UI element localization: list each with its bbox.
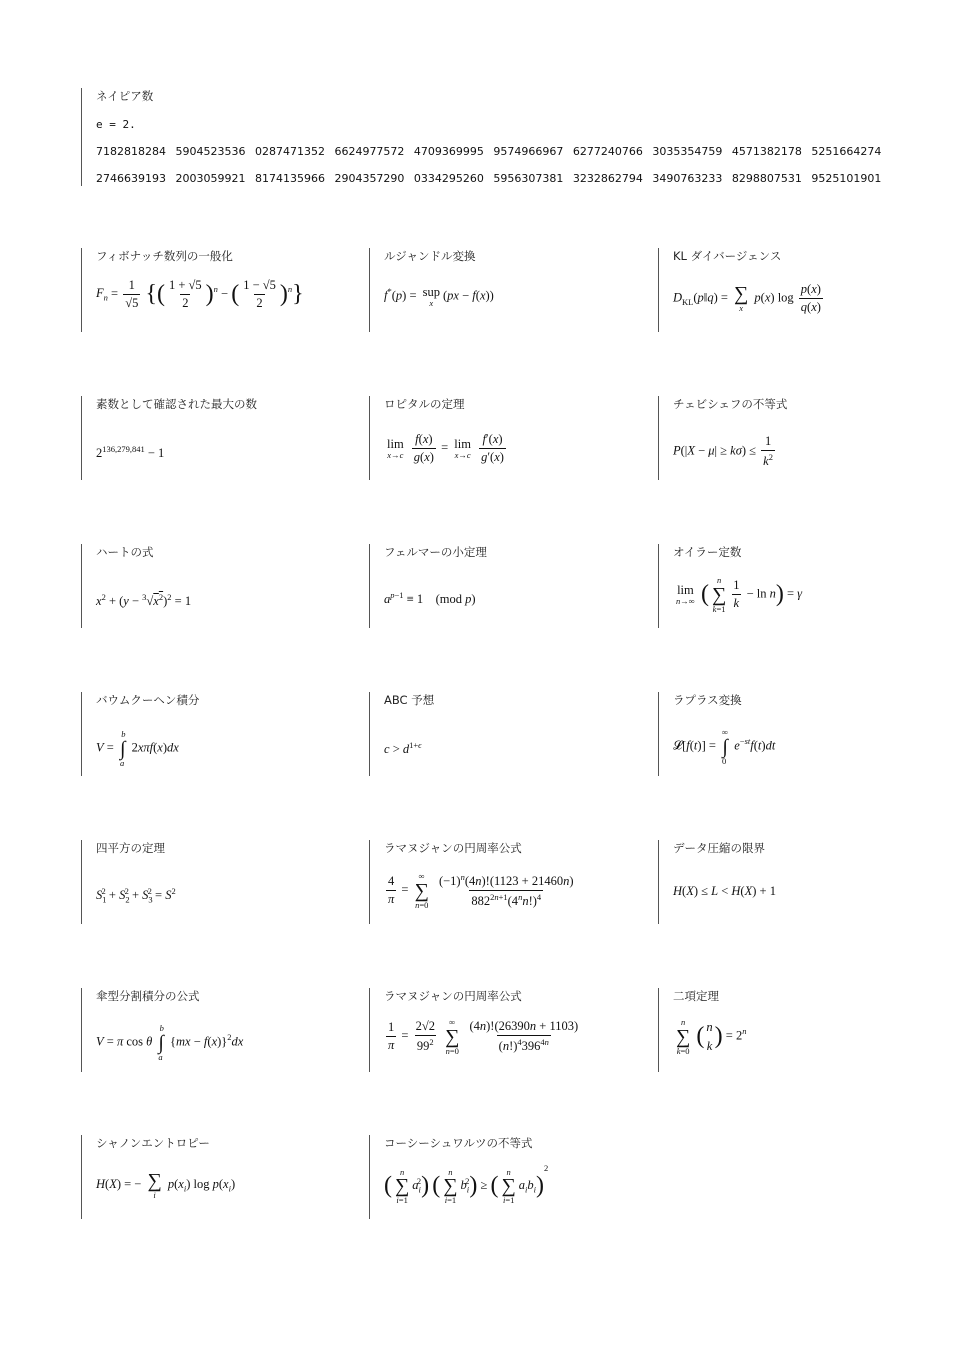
napier-block [81,88,881,186]
napier-digits-line1: 7182818284 5904523536 0287471352 6624977572 4709369995 9574966967 6277240766 3035354759 4571382178 5251664274 [96,145,882,158]
baumkuchen-formula: V = b ∫ a 2xπf(x)dx [96,729,179,768]
fermat-block [369,544,649,628]
legendre-formula: f*(p) = sup x (px − f(x)) [384,285,494,308]
prime-exponent: 136,279,841 [102,444,145,454]
ramanujan1-block [369,840,649,924]
fibonacci-formula: $F_n$ = $\frac{1}{√5}$ {( $\frac{1 + √5}{2}$ )$^n$ − ( $\frac{1 - √5}{2}$ )$^n$} [96,278,304,310]
fibonacci-block [81,248,361,332]
abc-formula: $c > d^{1+\epsilon}$ [384,740,422,757]
lhopital-formula: lim x→c $\frac{f(x)}{g(x)}$ = lim x→c $\frac{f'(x)}{g'(x)}$ [387,432,504,464]
prime-base: 2 [96,446,103,461]
fibonacci-title: フィボナッチ数列の一般化 [96,249,233,263]
kl-block [658,248,918,332]
euler-block [658,544,918,628]
baumkuchen-block [81,692,361,776]
lhopital-block [369,396,649,480]
abc-block [369,692,649,776]
legendre-title: ルジャンドル変換 [384,249,476,263]
ramanujan1-title: ラマヌジャンの円周率公式 [384,841,522,855]
ramanujan2-formula: $\frac{1}{\pi}$ = $\frac{2√2}{99^2}$ ∞ ∑ n=0 $\frac{(4n)!(26390n + 1103)}{(n!)^4396^{4n}}$ [388,1017,579,1056]
napier-digits-line2: 2746639193 2003059921 8174135966 2904357290 0334295260 5956307381 3232862794 3490763233 8298807531 9525101901 [96,172,882,185]
heart-block [81,544,361,628]
binomial-formula: n ∑ k=0 ( n k ) = $2^n$ [676,1017,747,1056]
laplace-block [658,692,918,776]
prime-tail: − 1 [144,446,165,461]
kl-formula: $D_{KL}(p‖q)$ = ∑ x p(x) log $\frac{p(x)}{q(x)}$ [673,282,821,314]
ramanujan2-title: ラマヌジャンの円周率公式 [384,989,522,1003]
baumkuchen-title: バウムクーヘン積分 [96,693,200,707]
shannon-formula: H(X) = − ∑ i $p(x_i)$ $\log p(x_i)$ [96,1170,236,1200]
compression-formula: H(X) ≤ L < H(X) + 1 [673,884,776,898]
umbrella-formula: V = π cos θ b ∫ a {mx − f(x)}$^2$dx [96,1023,244,1062]
prime-title: 素数として確認された最大の数 [96,397,257,411]
cauchy-block [369,1135,659,1219]
laplace-formula: 𝓛[f(t)] = ∞ ∫ 0 $e^{-st}f(t)dt$ [673,727,776,766]
foursquare-formula: $S_1^2 + S_2^2 + S_3^2 = S^2$ [96,886,176,905]
foursquare-block [81,840,361,924]
legendre-block [369,248,649,332]
lhopital-title: ロピタルの定理 [384,397,465,411]
euler-title: オイラー定数 [673,545,742,559]
napier-prefix: e = 2. [96,118,136,131]
cauchy-formula: ( n ∑ i=1 $a_i^2$) ( n ∑ i=1 $b_i^2$) ≥ ( n ∑ i=1 $a_ib_i)^2$ [384,1163,549,1206]
compression-title: データ圧縮の限界 [673,841,765,855]
abc-title: ABC 予想 [384,693,435,707]
umbrella-block [81,988,361,1072]
binomial-block [658,988,918,1072]
heart-title: ハートの式 [96,545,154,559]
umbrella-title: 傘型分割積分の公式 [96,989,200,1003]
euler-formula: lim n→∞ ( n ∑ k=1 $\frac{1}{k}$ − ln n) = γ [676,575,803,614]
kl-title: KL ダイバージェンス [673,249,782,263]
chebyshev-formula: P(|X − μ| ≥ kσ) ≤ $\frac{1}{k^2}$ [673,434,773,469]
binomial-title: 二項定理 [673,989,719,1003]
napier-title: ネイピア数 [96,89,154,103]
prime-formula [96,444,164,461]
ramanujan2-block [369,988,649,1072]
shannon-block [81,1135,361,1219]
fermat-title: フェルマーの小定理 [384,545,487,559]
fermat-formula: $a^{p-1} \equiv 1$ (mod p) [384,590,476,607]
heart-formula: $x^2 + (y - ^3√x^2)^2 = 1$ [96,592,192,609]
foursquare-title: 四平方の定理 [96,841,165,855]
chebyshev-block [658,396,918,480]
compression-block [658,840,918,924]
ramanujan1-formula: $\frac{4}{\pi}$ = ∞ ∑ n=0 $\frac{(-1)^n(4n)!(1123 + 21460n)}{882^{2n+1}(4^nn!)^4}$ [388,871,574,910]
chebyshev-title: チェビシェフの不等式 [673,397,788,411]
cauchy-title: コーシーシュワルツの不等式 [384,1136,533,1150]
shannon-title: シャノンエントロピー [96,1136,210,1150]
prime-block [81,396,361,480]
laplace-title: ラプラス変換 [673,693,742,707]
